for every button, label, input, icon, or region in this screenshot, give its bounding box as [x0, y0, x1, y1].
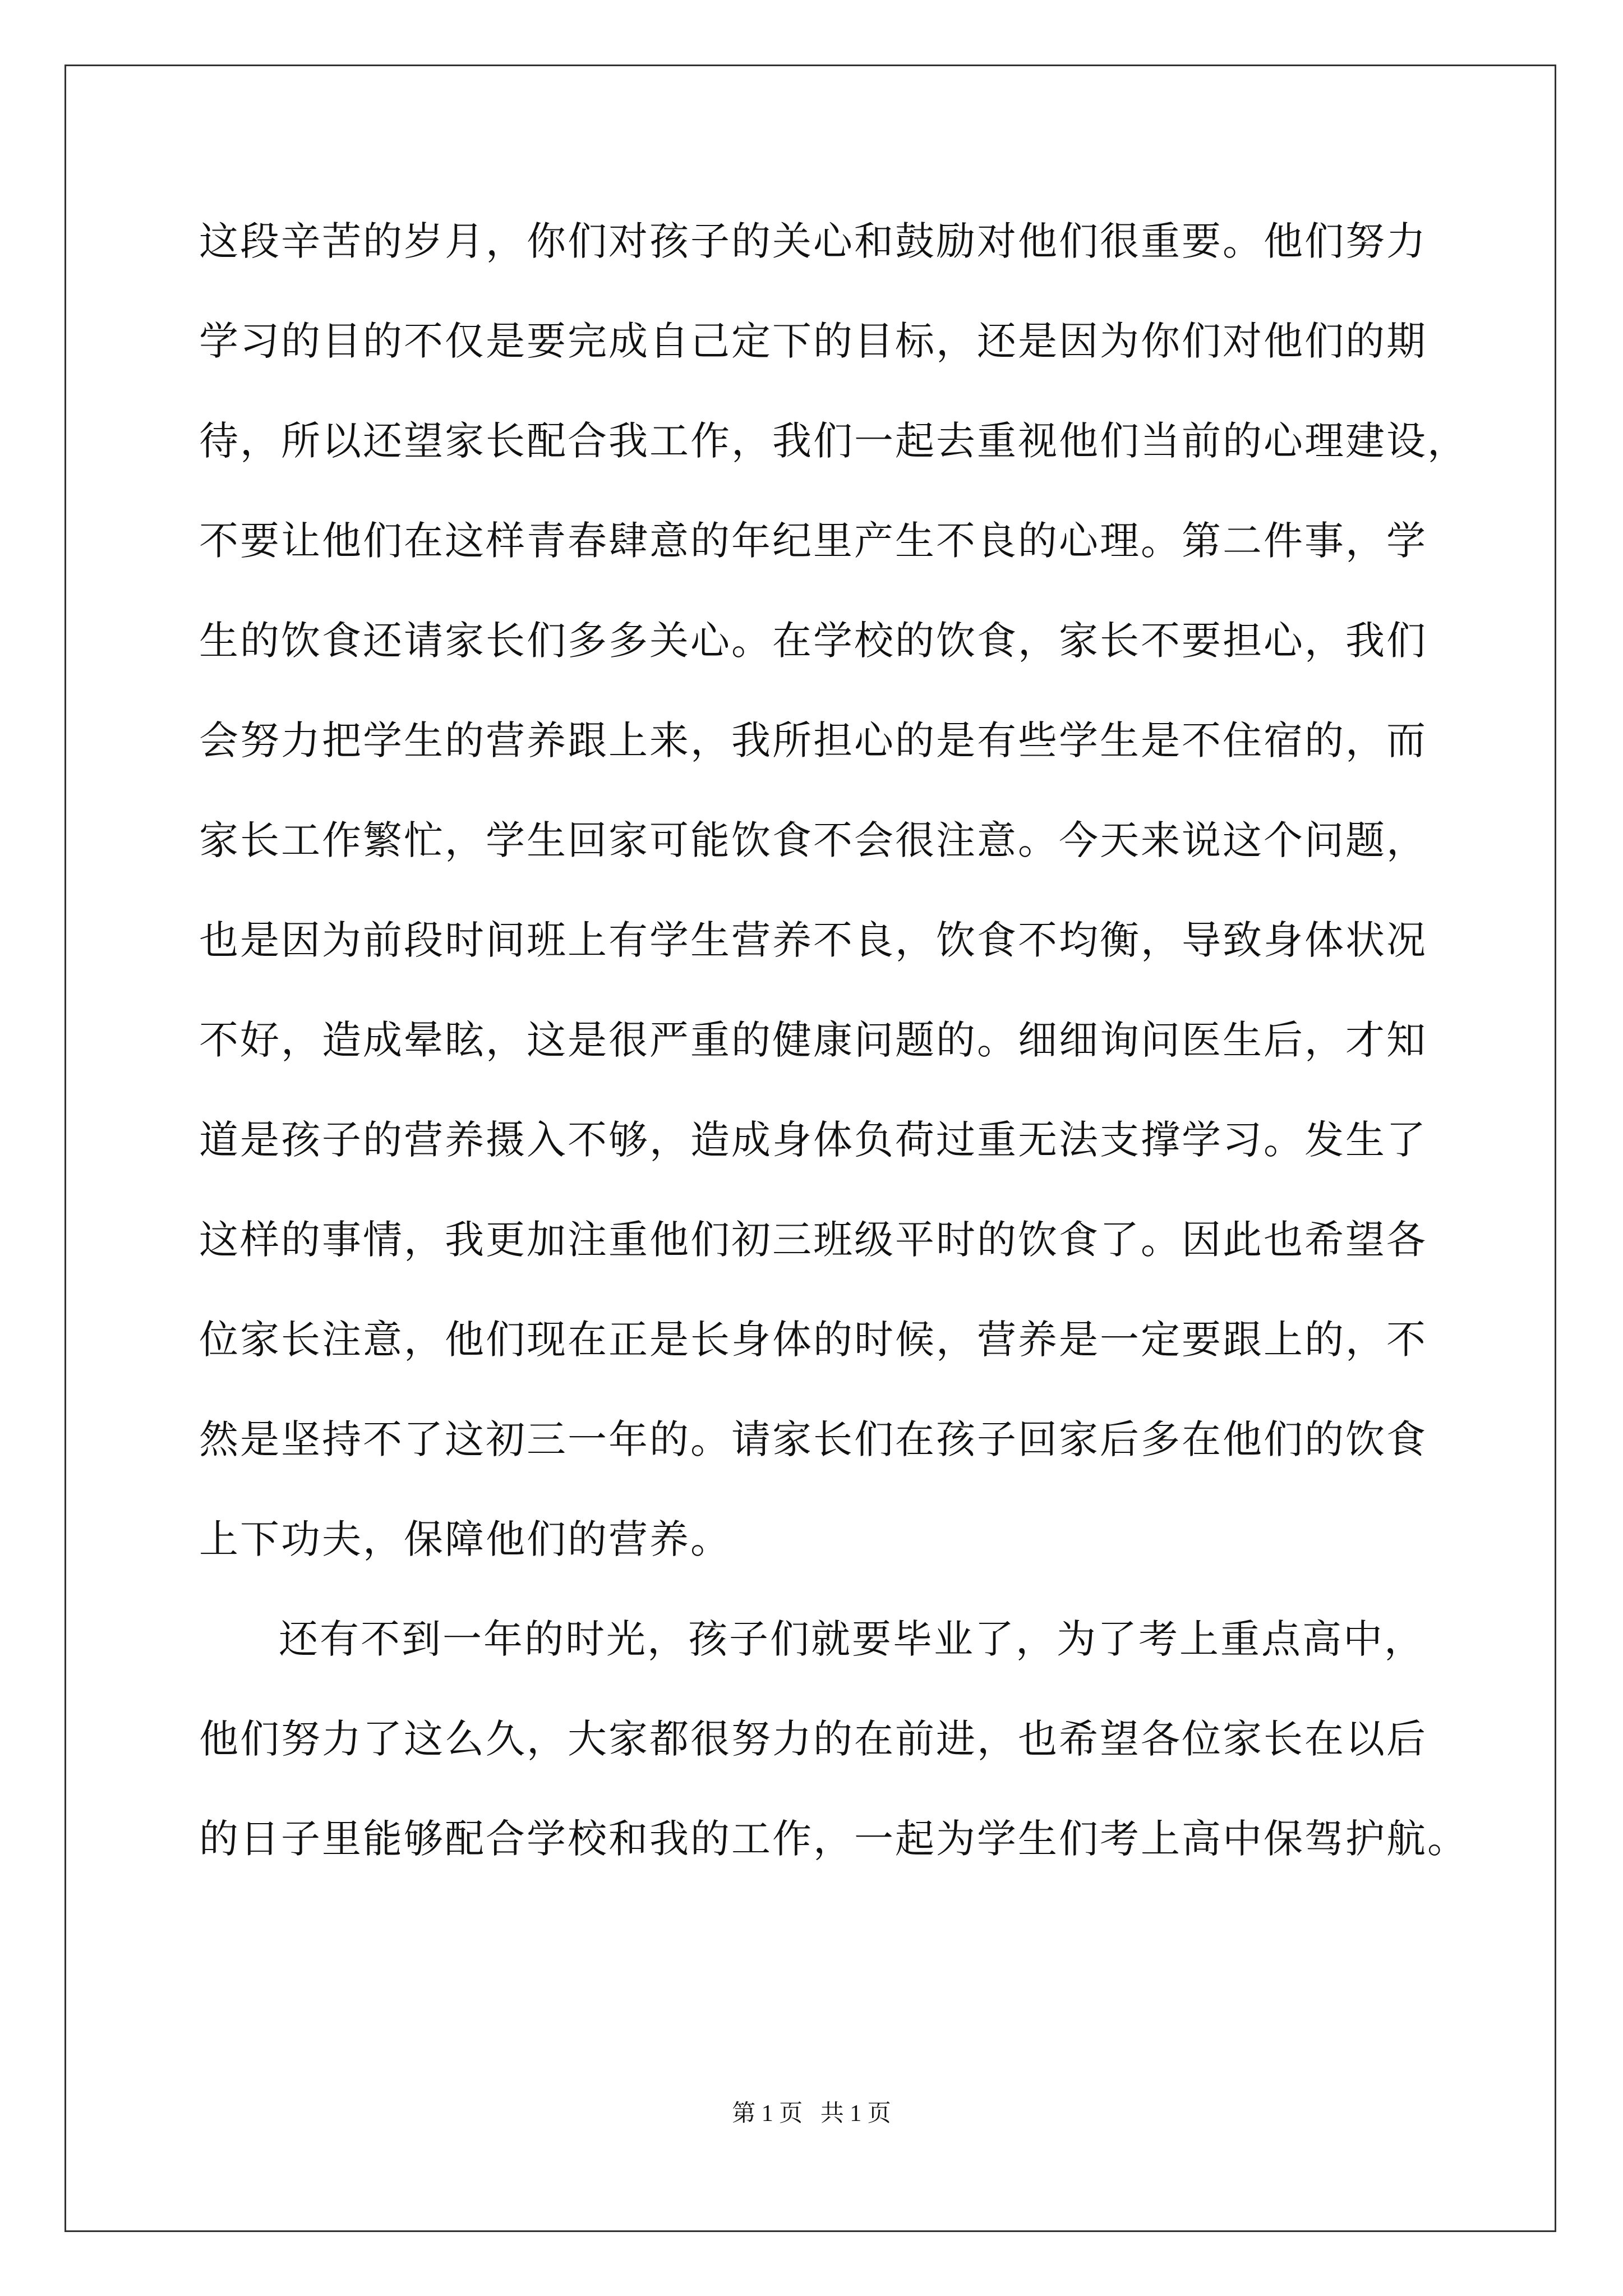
text-line: 会努力把学生的营养跟上来，我所担心的是有些学生是不住宿的，而 — [199, 717, 1427, 763]
text-line: 学习的目的不仅是要完成自己定下的目标，还是因为你们对他们的期 — [199, 318, 1427, 364]
text-line: 他们努力了这么久，大家都很努力的在前进，也希望各位家长在以后 — [199, 1716, 1427, 1762]
page-total: 共 1 页 — [820, 2101, 891, 2127]
text-line: 待，所以还望家长配合我工作，我们一起去重视他们当前的心理建设， — [199, 418, 1468, 464]
page-footer — [0, 2098, 1623, 2129]
text-line: 这样的事情，我更加注重他们初三班级平时的饮食了。因此也希望各 — [199, 1217, 1427, 1263]
text-line-indented: 还有不到一年的时光，孩子们就要毕业了，为了考上重点高中， — [279, 1616, 1425, 1662]
text-line: 这段辛苦的岁月，你们对孩子的关心和鼓励对他们很重要。他们努力 — [199, 218, 1427, 264]
text-line: 也是因为前段时间班上有学生营养不良，饮食不均衡，导致身体状况 — [199, 917, 1427, 963]
text-line: 的日子里能够配合学校和我的工作，一起为学生们考上高中保驾护航。 — [199, 1816, 1468, 1862]
text-line: 上下功夫，保障他们的营养。 — [199, 1516, 731, 1562]
text-line: 生的饮食还请家长们多多关心。在学校的饮食，家长不要担心，我们 — [199, 618, 1427, 664]
text-line: 位家长注意，他们现在正是长身体的时候，营养是一定要跟上的，不 — [199, 1317, 1427, 1363]
document-body — [199, 213, 1468, 1911]
page-number: 第 1 页 — [732, 2101, 803, 2127]
text-line: 家长工作繁忙，学生回家可能饮食不会很注意。今天来说这个问题， — [199, 817, 1427, 863]
text-line: 然是坚持不了这初三一年的。请家长们在孩子回家后多在他们的饮食 — [199, 1416, 1427, 1462]
text-line: 道是孩子的营养摄入不够，造成身体负荷过重无法支撑学习。发生了 — [199, 1117, 1427, 1163]
text-line: 不好，造成晕眩，这是很严重的健康问题的。细细询问医生后，才知 — [199, 1017, 1427, 1063]
text-line: 不要让他们在这样青春肆意的年纪里产生不良的心理。第二件事，学 — [199, 518, 1427, 564]
footer-spacer — [803, 2101, 820, 2127]
